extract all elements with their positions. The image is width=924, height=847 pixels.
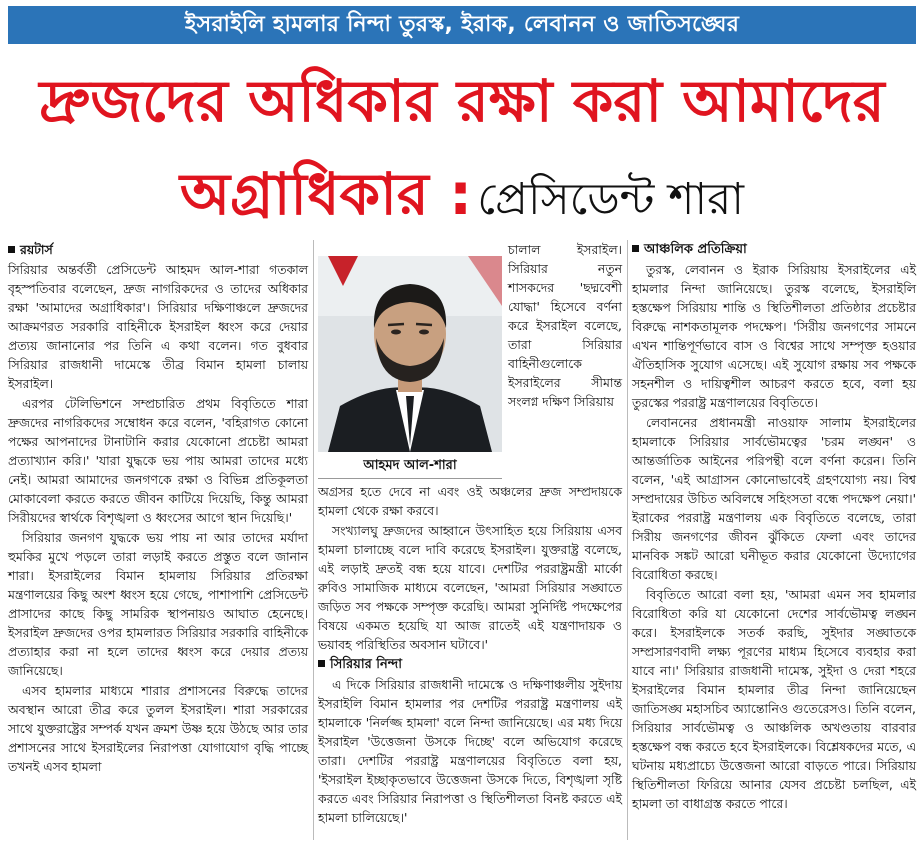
paragraph: সিরিয়ার অন্তর্বর্তী প্রেসিডেন্ট আহমদ আল-শারা গতকাল বৃহস্পতিবার বলেছেন, দ্রুজ নাগরিকদের ও তাদের অধিকার রক্ষা 'আমাদের অগ্রাধিকার'। সিরিয়ার দক্ষিণাঞ্চলে দ্রুজদের আক্রমণরত সরকারি বাহিনীকে ইসরাইল ধ্বংস করে দেয়ার প্রত্যয় জানানোর পর তিনি এ কথা বলেন। গত বুধবার সিরিয়ার রাজধানী দামেস্কে তীব্র বিমান হামলা চালায় ইসরাইল। bbox=[8, 262, 308, 391]
paragraph: এসব হামলার মাধ্যমে শারার প্রশাসনের বিরুদ্ধে তাদের অবস্থান আরো তীব্র করে তুলল ইসরাইল। শারা সরকারের সাথে যুক্তরাষ্ট্রের সম্পর্ক যখন ক্রমশ উষ্ণ হয়ে উঠছে আর তার প্রশাসনের সাথে ইসরাইলের নিরাপত্তা যোগাযোগ বৃদ্ধি পাচ্ছে তখনই এসব হামলা bbox=[8, 683, 308, 774]
headline-line-1-text: দ্রুজদের অধিকার রক্ষা করা আমাদের bbox=[39, 67, 885, 135]
paragraph: সিরিয়ার জনগণ যুদ্ধকে ভয় পায় না আর তাদের মর্যাদা হুমকির মুখে পড়লে তারা লড়াই করতে প্রস্তুত বলে জানান শারা। ইসরাইলের বিমান হামলায় সিরিয়ার প্রতিরক্ষা মন্ত্রণালয়ের কিছু অংশ ধ্বংস হয়ে গেছে, পাশাপাশি প্রেসিডেন্ট প্রাসাদের কাছে কিছু সামরিক স্থাপনায়ও আঘাত হেনেছে। ইসরাইল দ্রুজদের ওপর হামলারত সিরিয়ার সরকারি বাহিনীকে প্রত্যাহার করা না হলে তাদের ধ্বংস করে দেয়ার প্রত্যয় জানিয়েছে। bbox=[8, 530, 308, 678]
credit-bullet-icon bbox=[8, 246, 15, 253]
subhead-bullet-icon bbox=[632, 245, 639, 252]
photo-caption: আহমদ আল-শারা bbox=[318, 454, 502, 479]
headline-line-2-black: প্রেসিডেন্ট শারা bbox=[477, 174, 745, 225]
headline-line-2-red: অগ্রাধিকার : bbox=[179, 160, 473, 228]
headline bbox=[8, 62, 916, 248]
paragraph: চালাল ইসরাইল। সিরিয়ার নতুন শাসকদের 'ছদ্মবেশী যোদ্ধা' হিসেবে বর্ণনা করে ইসরাইল বলেছে, তারা সিরিয়ার বাহিনীগুলোকে ইসরাইলের সীমান্ত সংলগ্ন দক্ষিণ সিরিয়ায় bbox=[508, 242, 622, 409]
paragraph: তুরস্ক, লেবানন ও ইরাক সিরিয়ায় ইসরাইলের এই হামলার নিন্দা জানিয়েছে। তুরস্ক বলেছে, ইসরাইলি হস্তক্ষেপ সিরিয়ায় শান্তি ও স্থিতিশীলতা প্রতিষ্ঠার প্রচেষ্টার বিরুদ্ধে নাশকতামূলক পদক্ষেপ। 'সিরীয় জনগণের সামনে এখন শান্তিপূর্ণভাবে বাস ও বিশ্বের সাথে সম্পৃক্ত হওয়ার ঐতিহাসিক সুযোগ এসেছে। এই সুযোগ রক্ষায় সব পক্ষকে সহনশীল ও দায়িত্বশীল আচরণ করতে হবে, বলা হয় তুরস্কের পররাষ্ট্র মন্ত্রণালয়ের বিবৃতিতে। bbox=[632, 262, 916, 410]
credit-text: রয়টার্স bbox=[20, 242, 53, 257]
subhead-bullet-icon bbox=[318, 660, 325, 667]
paragraph: সংখ্যালঘু দ্রুজদের আহ্বানে উৎসাহিত হয়ে সিরিয়ায় এসব হামলা চালাচ্ছে বলে দাবি করেছে ইসরাইল। যুক্তরাষ্ট্র বলেছে, এই লড়াই দ্রুতই বন্ধ হয়ে যাবে। দেশটির পররাষ্ট্রমন্ত্রী মার্কো রুবিও সামাজিক মাধ্যমে বলেছেন, 'আমরা সিরিয়ার সঙ্ঘাতে জড়িত সব পক্ষকে সম্পৃক্ত করেছি। আমরা সুনির্দিষ্ট পদক্ষেপের বিষয়ে একমত হয়েছি যা আজ রাতেই এই যন্ত্রণাদায়ক ও ভয়াবহ পরিস্থিতির অবসান ঘটাবে।' bbox=[318, 523, 622, 652]
kicker-text: ইসরাইলি হামলার নিন্দা তুরস্ক, ইরাক, লেবানন ও জাতিসঙ্ঘের bbox=[184, 11, 740, 37]
paragraph: এরপর টেলিভিশনে সম্প্রচারিত প্রথম বিবৃতিতে শারা দ্রুজদের নাগরিকদের সম্বোধন করে বলেন, 'বহিরাগত কোনো পক্ষের আপনাদের টানাটানি করার যেকোনো প্রচেষ্টা আমরা প্রত্যাখ্যান করি।' 'যারা যুদ্ধকে ভয় পায় আমরা তাদের মধ্যে নেই। আমরা আমাদের জনগণকে রক্ষা ও বিভিন্ন প্রতিকূলতা মোকাবেলা করতে করতে জীবন কাটিয়ে দিয়েছি, কিন্তু আমরা সিরীয়দের স্বার্থকে বিশৃঙ্খলা ও ধ্বংসের আগে স্থান দিয়েছি।' bbox=[8, 396, 308, 525]
kicker-banner bbox=[8, 6, 916, 44]
credit-line bbox=[8, 240, 308, 259]
paragraph: লেবাননের প্রধানমন্ত্রী নাওয়াফ সালাম ইসরাইলের হামলাকে সিরিয়ার সার্বভৌমত্বের 'চরম লঙ্ঘন' ও আন্তর্জাতিক আইনের পরিপন্থী বলে বর্ণনা করেন। তিনি বলেন, 'এই আগ্রাসন কোনোভাবেই গ্রহণযোগ্য নয়। বিশ্ব সম্প্রদায়ের উচিত অবিলম্বে সহিংসতা বন্ধে পদক্ষেপ নেয়া।' ইরাকের পররাষ্ট্র মন্ত্রণালয় এক বিবৃতিতে বলেছে, তারা সিরীয় জনগণের জীবন ঝুঁকিতে ফেলা এবং তাদের মানবিক সঙ্কট আরো ঘনীভূত করার যেকোনো উদ্যোগের বিরোধিতা করছে। bbox=[632, 415, 916, 582]
subhead-text: সিরিয়ার নিন্দা bbox=[330, 657, 402, 672]
article-column-2-bottom bbox=[318, 482, 622, 846]
paragraph: অগ্রসর হতে দেবে না এবং ওই অঞ্চলের দ্রুজ সম্প্রদায়কে হামলা থেকে রক্ষা করবে। bbox=[318, 484, 622, 518]
portrait-image bbox=[318, 256, 502, 452]
column-divider bbox=[313, 240, 314, 840]
article-column-3 bbox=[632, 240, 916, 846]
article-column-1 bbox=[8, 240, 308, 846]
headline-line-2 bbox=[8, 155, 916, 248]
paragraph: বিবৃতিতে আরো বলা হয়, 'আমরা এমন সব হামলার বিরোধিতা করি যা যেকোনো দেশের সার্বভৌমত্ব লঙ্ঘন করে। ইসরাইলকে সতর্ক করছি, সুইদার সঙ্ঘাতকে সম্প্রসারণবাদী লক্ষ্য পূরণের মাধ্যম হিসেবে ব্যবহার করা যাবে না।' সিরিয়ার রাজধানী দামেস্ক, সুইদা ও দেরা শহরে ইসরাইলের বিমান হামলার তীব্র নিন্দা জানিয়েছেন জাতিসঙ্ঘ মহাসচিব অ্যান্তোনিও গুতেরেসও। তিনি বলেন, সিরিয়ার সার্বভৌমত্ব ও আঞ্চলিক অখণ্ডতায় বারবার হস্তক্ষেপ বন্ধ করতে হবে ইসরাইলকে। বিশ্লেষকদের মতে, এ ঘটনায় মধ্যপ্রাচ্যে উত্তেজনা আরো বাড়তে পারে। সিরিয়ায় স্থিতিশীলতা ফিরিয়ে আনার যেসব প্রচেষ্টা চলছিল, এই হামলা তা বাধাগ্রস্ত করতে পারে। bbox=[632, 587, 916, 811]
paragraph: এ দিকে সিরিয়ার রাজধানী দামেস্কে ও দক্ষিণাঞ্চলীয় সুইদায় ইসরাইলি বিমান হামলার পর দেশটির পররাষ্ট্র মন্ত্রণালয় এই হামলাকে 'নির্লজ্জ হামলা' বলে নিন্দা জানিয়েছে। এর মধ্য দিয়ে ইসরাইল 'উত্তেজনা উসকে দিচ্ছে' বলে অভিযোগ করেছে তারা। দেশটির পররাষ্ট্র মন্ত্রণালয়ের বিবৃতিতে বলা হয়, 'ইসরাইল ইচ্ছাকৃতভাবে উত্তেজনা উসকে দিতে, বিশৃঙ্খলা সৃষ্টি করতে এবং সিরিয়ার নিরাপত্তা ও স্থিতিশীলতা বিনষ্ট করতে এই হামলা চালিয়েছে।' bbox=[318, 677, 622, 825]
subhead-text: আঞ্চলিক প্রতিক্রিয়া bbox=[644, 242, 747, 257]
president-photo bbox=[318, 256, 502, 452]
subhead-syria-condemnation bbox=[318, 655, 622, 674]
subhead-regional-reaction bbox=[632, 240, 916, 259]
headline-line-1 bbox=[8, 62, 916, 155]
column-divider bbox=[627, 240, 628, 840]
